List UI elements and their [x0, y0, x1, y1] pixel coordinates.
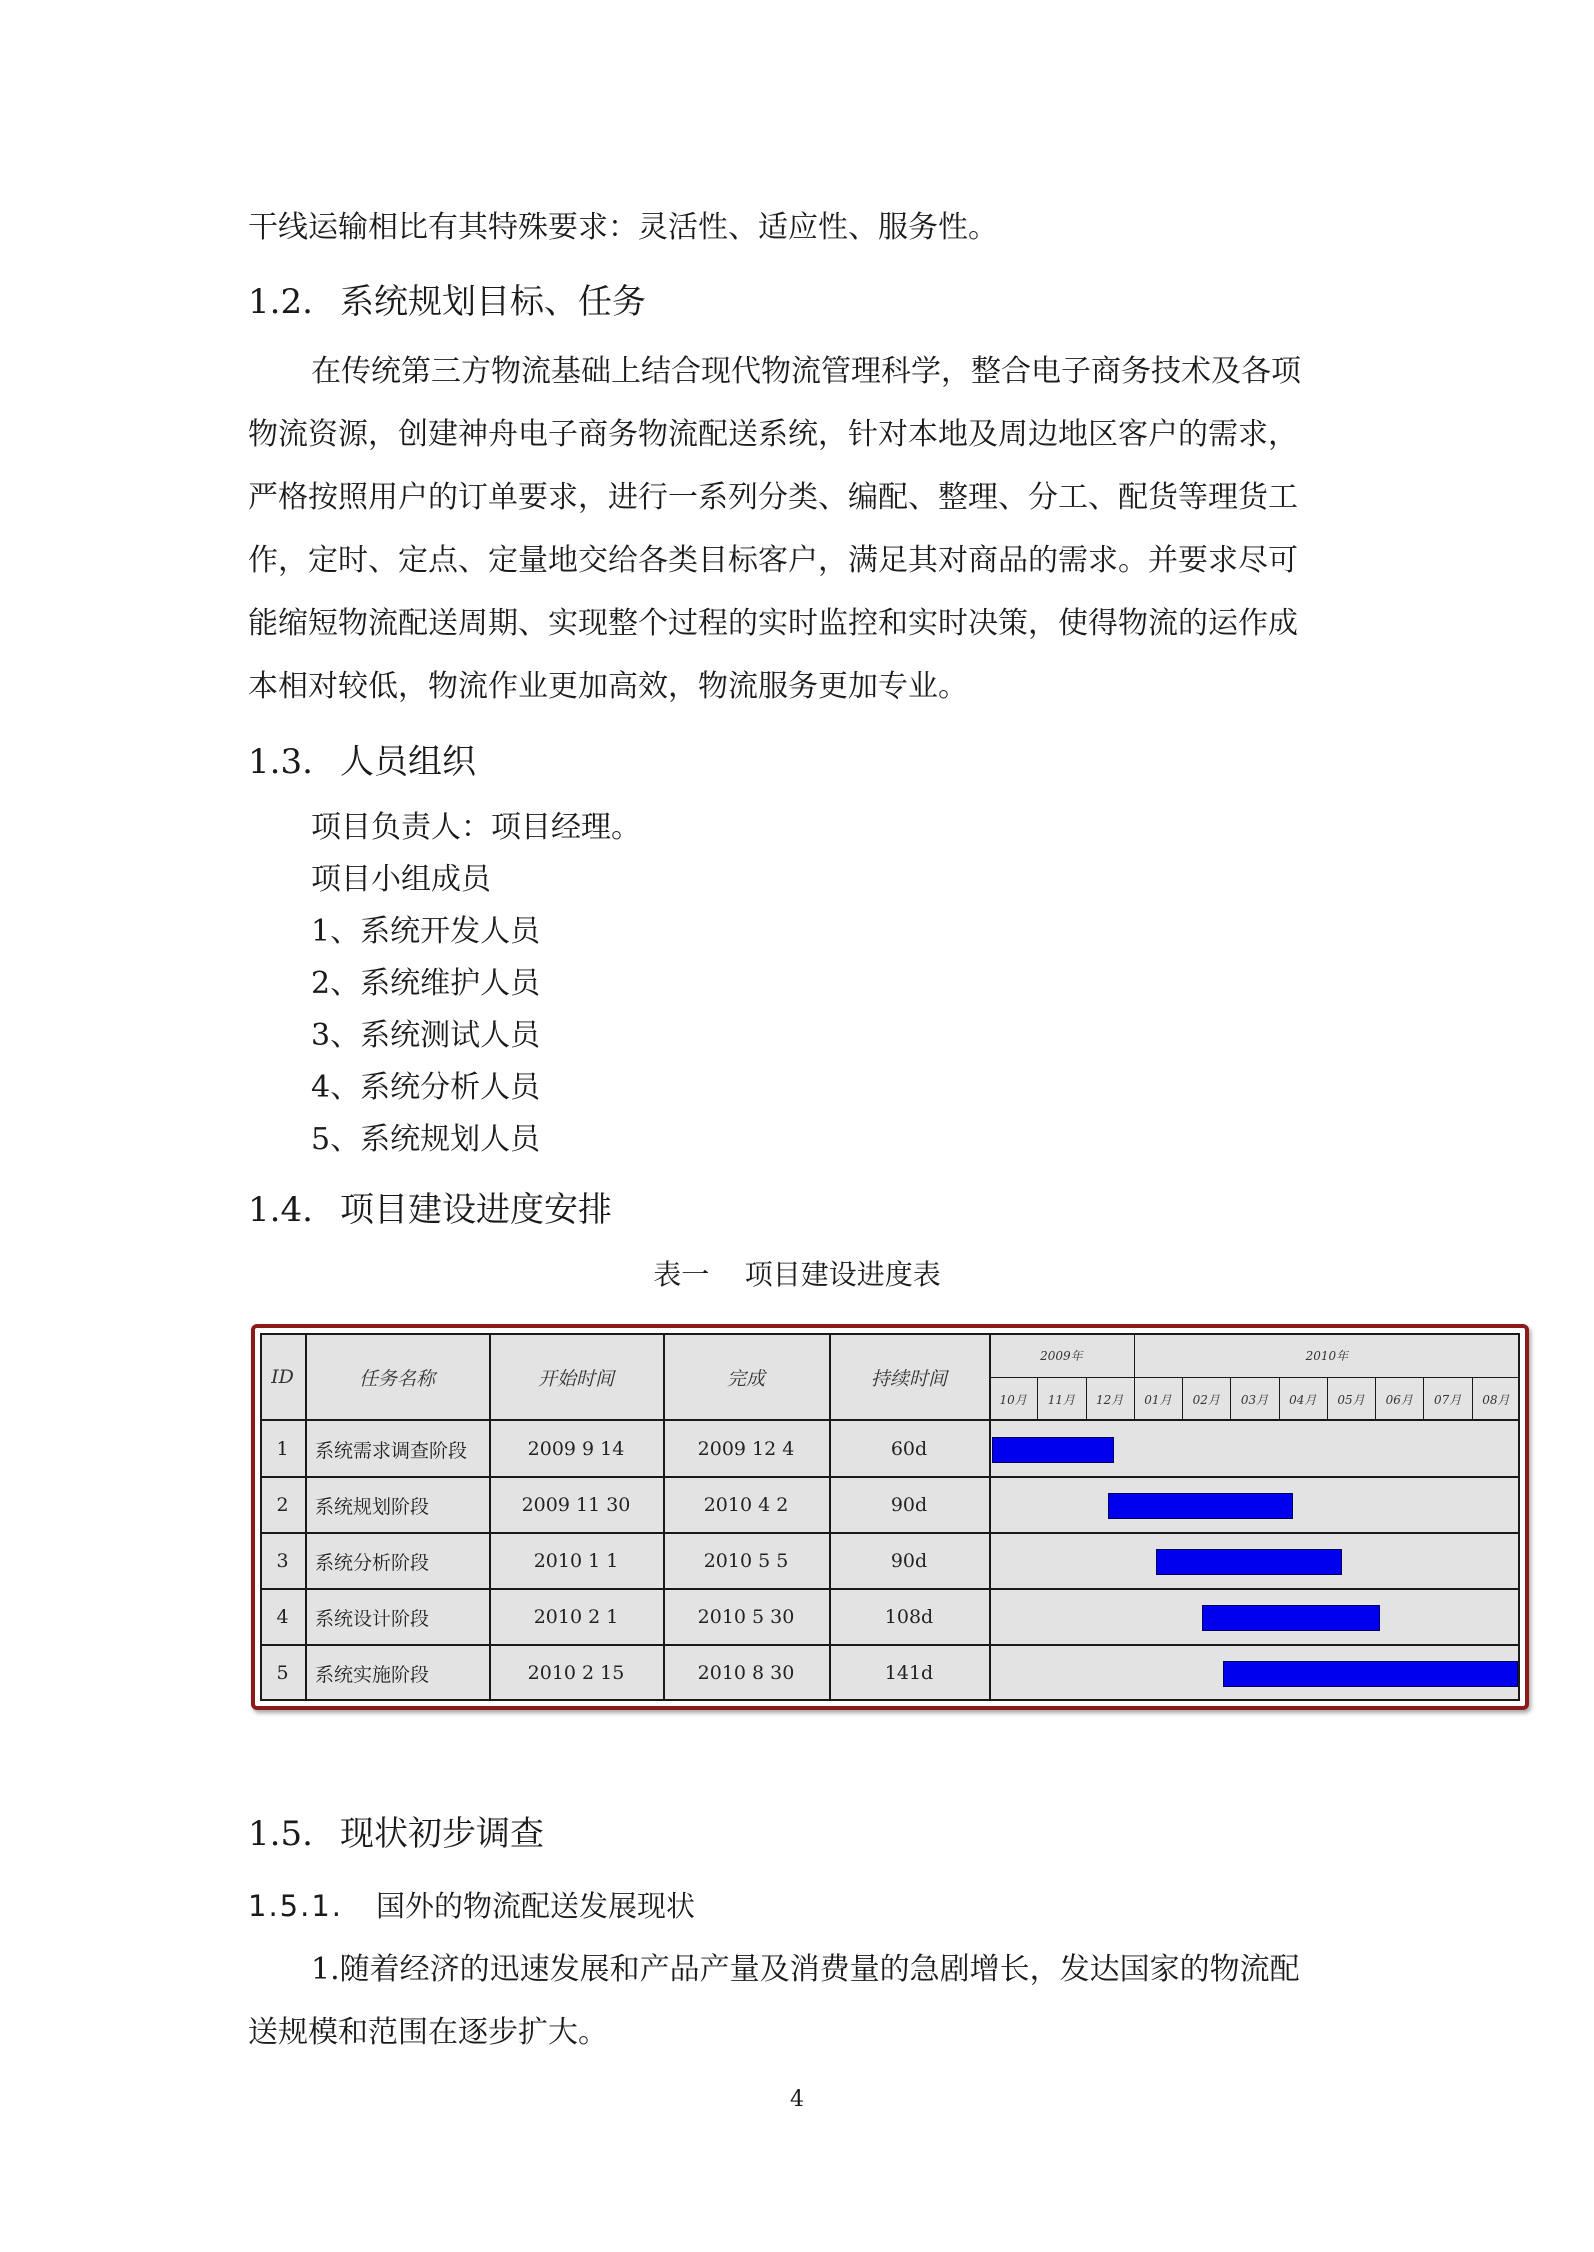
gantt-row-start: 2010 2 15: [527, 1662, 625, 1684]
section-heading-1-3: [248, 740, 476, 784]
gantt-header-start: 开始时间: [537, 1367, 614, 1390]
table-caption: 表一 项目建设进度表: [653, 1258, 941, 1291]
gantt-month-label: 05月: [1337, 1392, 1365, 1407]
paragraph-line: 送规模和范围在逐步扩大。: [248, 2015, 608, 2050]
gantt-row-line: [260, 1644, 1520, 1646]
gantt-row-start: 2010 2 1: [533, 1606, 619, 1628]
gantt-year-label: 2010年: [1305, 1348, 1349, 1363]
subsection-number: 1.5.1.: [248, 1889, 344, 1923]
gantt-row-start: 2010 1 1: [533, 1550, 619, 1572]
gantt-row-id: 2: [276, 1494, 289, 1516]
gantt-month-divider: [1134, 1377, 1135, 1421]
gantt-month-label: 08月: [1482, 1392, 1510, 1407]
gantt-row-task-name: 系统分析阶段: [315, 1551, 430, 1574]
paragraph-line: 在传统第三方物流基础上结合现代物流管理科学，整合电子商务技术及各项: [311, 354, 1301, 389]
gantt-month-label: 12月: [1096, 1392, 1124, 1407]
section-title: 项目建设进度安排: [340, 1190, 612, 1230]
gantt-month-divider: [1086, 1377, 1087, 1421]
gantt-month-divider: [1375, 1377, 1376, 1421]
section-number: 1.3.: [248, 742, 313, 782]
gantt-border-bottom: [260, 1699, 1520, 1701]
gantt-year-line: [989, 1377, 1520, 1378]
gantt-header-id: ID: [271, 1366, 294, 1388]
page-number: 4: [790, 2087, 804, 2112]
gantt-month-divider: [1230, 1377, 1231, 1421]
paragraph-line: 作，定时、定点、定量地交给各类目标客户，满足其对商品的需求。并要求尽可: [248, 543, 1298, 578]
gantt-row-line: [260, 1588, 1520, 1590]
section-title: 系统规划目标、任务: [340, 282, 646, 322]
paragraph-line: 本相对较低，物流作业更加高效，物流服务更加专业。: [248, 669, 968, 704]
gantt-month-label: 11月: [1047, 1392, 1076, 1407]
gantt-row-task-name: 系统设计阶段: [315, 1607, 430, 1630]
section-number: 1.5.: [248, 1814, 313, 1854]
gantt-month-label: 06月: [1385, 1392, 1413, 1407]
gantt-bar: [992, 1437, 1114, 1463]
team-members-heading: 项目小组成员: [311, 862, 491, 897]
section-heading-1-5: [248, 1812, 544, 1856]
gantt-row-task-name: 系统实施阶段: [315, 1663, 430, 1686]
gantt-month-label: 03月: [1240, 1392, 1269, 1407]
gantt-row-task-name: 系统需求调查阶段: [315, 1439, 468, 1462]
gantt-month-divider: [1182, 1377, 1183, 1421]
gantt-bar: [1156, 1549, 1342, 1575]
section-number: 1.2.: [248, 282, 313, 322]
gantt-month-divider: [1279, 1377, 1280, 1421]
gantt-row-line: [260, 1476, 1520, 1478]
gantt-row-finish: 2010 5 5: [703, 1550, 789, 1572]
team-member-item: 5、系统规划人员: [311, 1122, 541, 1157]
gantt-month-label: 02月: [1192, 1392, 1220, 1407]
section-heading-1-4: [248, 1188, 612, 1232]
gantt-month-divider: [1327, 1377, 1328, 1421]
team-member-item: 3、系统测试人员: [311, 1018, 541, 1053]
gantt-row-finish: 2009 12 4: [697, 1438, 795, 1460]
gantt-header-name: 任务名称: [358, 1367, 435, 1390]
gantt-row-id: 3: [276, 1550, 289, 1572]
team-member-item: 1、系统开发人员: [311, 914, 541, 949]
subsection-title: 国外的物流配送发展现状: [376, 1889, 696, 1923]
gantt-month-label: 01月: [1144, 1392, 1172, 1407]
paragraph-line: 物流资源，创建神舟电子商务物流配送系统，针对本地及周边地区客户的需求，: [248, 417, 1298, 452]
gantt-header-line: [260, 1419, 1520, 1421]
gantt-row-duration: 141d: [884, 1662, 934, 1684]
gantt-row-id: 5: [276, 1662, 289, 1684]
subsection-heading-1-5-1: [248, 1886, 695, 1926]
gantt-row-start: 2009 9 14: [527, 1438, 625, 1460]
gantt-row-line: [260, 1532, 1520, 1534]
gantt-row-id: 1: [276, 1438, 289, 1460]
intro-tail-text: 干线运输相比有其特殊要求：灵活性、适应性、服务性。: [248, 210, 998, 245]
section-number: 1.4.: [248, 1190, 313, 1230]
project-lead-text: 项目负责人：项目经理。: [311, 810, 641, 845]
section-title: 人员组织: [340, 742, 476, 782]
team-member-item: 2、系统维护人员: [311, 966, 541, 1001]
gantt-month-label: 10月: [999, 1392, 1027, 1407]
gantt-row-duration: 108d: [884, 1606, 934, 1628]
gantt-row-duration: 60d: [890, 1438, 928, 1460]
gantt-bar: [1202, 1605, 1379, 1631]
gantt-row-finish: 2010 4 2: [703, 1494, 789, 1516]
gantt-header-duration: 持续时间: [870, 1367, 947, 1390]
gantt-bar: [1108, 1493, 1293, 1519]
gantt-year-label: 2009年: [1040, 1348, 1083, 1363]
gantt-bar: [1223, 1661, 1518, 1687]
gantt-chart: [260, 1333, 1520, 1701]
gantt-row-duration: 90d: [890, 1550, 928, 1572]
gantt-row-task-name: 系统规划阶段: [315, 1495, 430, 1518]
gantt-row-duration: 90d: [890, 1494, 928, 1516]
paragraph-line: 严格按照用户的订单要求，进行一系列分类、编配、整理、分工、配货等理货工: [248, 480, 1298, 515]
gantt-row-id: 4: [276, 1606, 289, 1628]
gantt-header-finish: 完成: [726, 1367, 765, 1390]
gantt-row-start: 2009 11 30: [521, 1494, 631, 1516]
gantt-month-label: 04月: [1289, 1392, 1317, 1407]
gantt-month-divider: [1472, 1377, 1473, 1421]
paragraph-line: 1.随着经济的迅速发展和产品产量及消费量的急剧增长，发达国家的物流配: [311, 1952, 1300, 1987]
team-member-item: 4、系统分析人员: [311, 1070, 541, 1105]
gantt-month-label: 07月: [1433, 1392, 1462, 1407]
section-heading-1-2: [248, 280, 646, 324]
paragraph-line: 能缩短物流配送周期、实现整个过程的实时监控和实时决策，使得物流的运作成: [248, 606, 1298, 641]
section-title: 现状初步调查: [340, 1814, 544, 1854]
gantt-month-divider: [1423, 1377, 1424, 1421]
gantt-chart-frame: [251, 1324, 1529, 1710]
gantt-row-finish: 2010 8 30: [697, 1662, 795, 1684]
gantt-month-divider: [1037, 1377, 1038, 1421]
gantt-row-finish: 2010 5 30: [697, 1606, 795, 1628]
gantt-border-top: [260, 1333, 1520, 1335]
